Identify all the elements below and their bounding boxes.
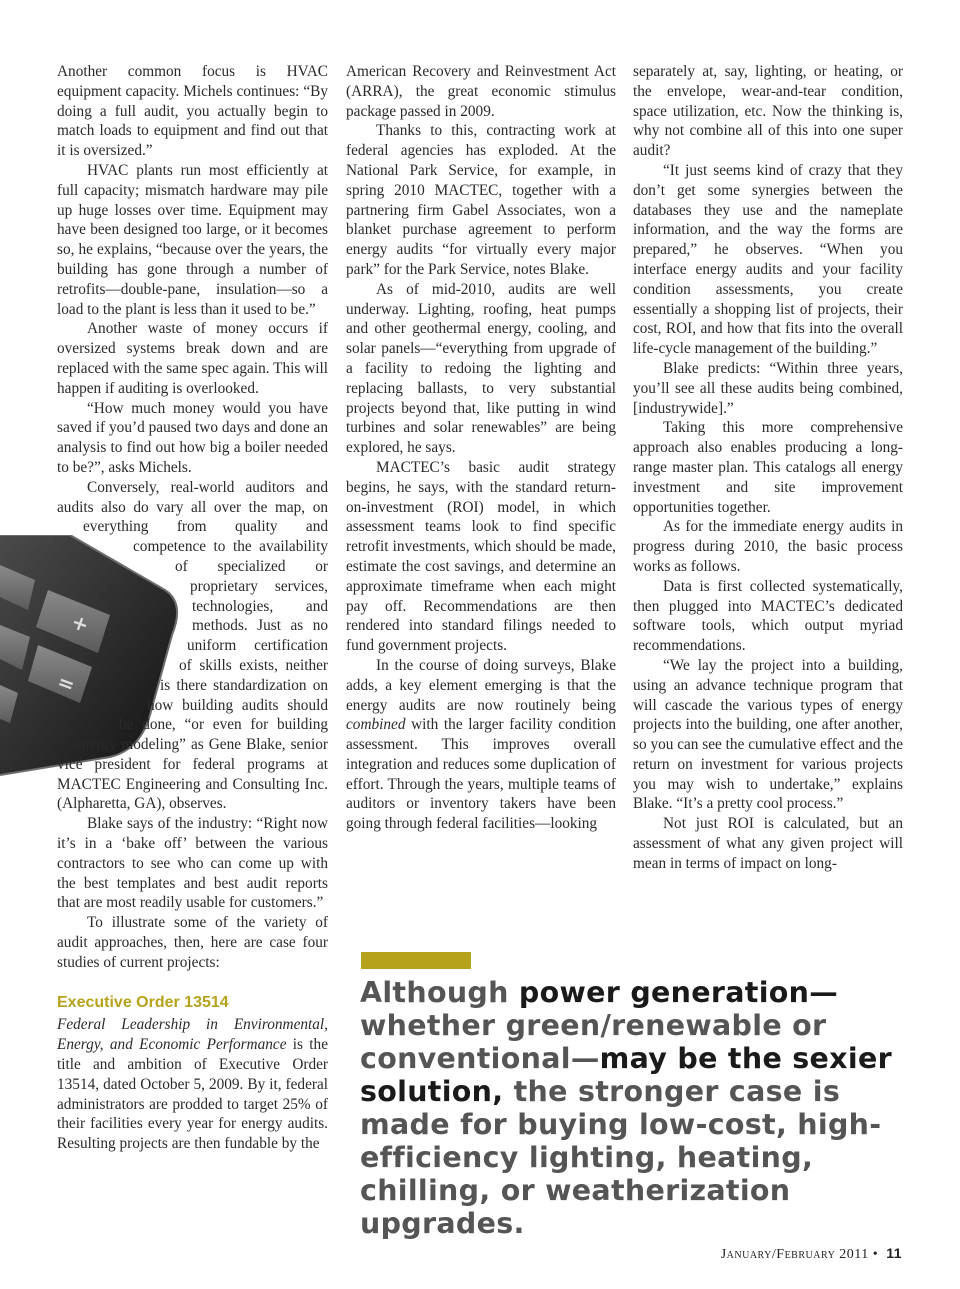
column1-paragraph-7: To illustrate some of the variety of audit approaches, then, here are case four studies of current projects: bbox=[57, 914, 328, 971]
column1-paragraph-5: Conversely, real-world auditors and audits also do vary all over the map, on everything from quality and competence to the availability of specialized or proprietary services, technologies, and methods. Just as no uniform certification of skills exists, neither is there standardization on how building audits should be done, “or even for building energy modeling” as Gene Blake, senior vice president for federal programs at MACTEC Engineering and Consulting Inc. (Alpharetta, GA), observes. bbox=[57, 478, 328, 813]
column2-paragraph-3: As of mid-2010, audits are well underway. Lighting, roofing, heat pumps and other geothermal energy, cooling, and solar panels—“everything from upgrade of a facility to redoing the lighting and replacing ballasts, to very substantial projects beyond that, like putting in wind turbines and solar renewables” are being explored, he says. bbox=[346, 280, 616, 457]
column3-paragraph-7: “We lay the project into a building, using an advance technique program that will cascade the various types of energy projects into the building, one after another, so you can see the cumulative effect and the return on investment for various projects you may wish to undertake,” explains Blake. “It’s a pretty cool process.” bbox=[633, 656, 903, 813]
emphasis-combined: combined bbox=[346, 716, 406, 734]
footer-bullet: • bbox=[872, 1247, 879, 1262]
column1-paragraph-4: “How much money would you have saved if you’d paused two days and done an analysis to find out how big a boiler needed to be?”, asks Michels. bbox=[57, 399, 328, 476]
column1-paragraph-2: HVAC plants run most efficiently at full capacity; mismatch hardware may pile up huge losses over time. Equipment may have been designed too large, or it becomes so, he explains, “because over the years, the building has gone through a number of retrofits—double-pane, insulation—so a load to the plant is less than it used to be.” bbox=[57, 161, 328, 318]
column2-paragraph-1: American Recovery and Reinvestment Act (ARRA), the great economic stimulus package passed in 2009. bbox=[346, 63, 616, 120]
page-number: 11 bbox=[886, 1245, 902, 1261]
text-wrap-region bbox=[57, 478, 328, 815]
column1-paragraph-6: Blake says of the industry: “Right now it’s in a ‘bake off’ between the various contractors to see who can come up with the best templates and best audit reports that are most readily usable for customers.” bbox=[57, 815, 328, 912]
column3-paragraph-6: Data is first collected systematically, then plugged into MACTEC’s dedicated software tools, which output myriad recommendations. bbox=[633, 577, 903, 655]
column1-paragraph-1: Another common focus is HVAC equipment capacity. Michels continues: “By doing a full audit, you actually begin to match loads to equipment and find out that it is oversized.” bbox=[57, 63, 328, 160]
column2-paragraph-4: MACTEC’s basic audit strategy begins, he says, with the standard return-on-investment (ROI) model, in which assessment teams look to find specific retrofit investments, which should be made, estimate the cost savings, and determine an approximate timeframe when each might pay off. Recommendations are then rendered into standard filings needed to fund government projects. bbox=[346, 458, 616, 655]
column3-paragraph-2: “It just seems kind of crazy that they don’t get some synergies between the databases they use and the nameplate information, and the way the forms are prepared,” he observes. “When you interface energy audits and your facility condition assessments, you create essentially a shopping list of projects, their cost, ROI, and how that fits into the overall life-cycle management of the building.” bbox=[633, 161, 903, 358]
section-heading: Executive Order 13514 bbox=[57, 993, 229, 1011]
pull-quote-accent-bar bbox=[361, 952, 471, 969]
column3-paragraph-1: separately at, say, lighting, or heating, or the envelope, wear-and-tear condition, space utilization, etc. Now the thinking is, why not combine all of this into one super audit? bbox=[633, 63, 903, 160]
svg-text:+: + bbox=[68, 609, 93, 638]
section-italic-title: Federal Leadership in Environmental, Energy, and Economic Performance bbox=[57, 1016, 328, 1054]
page-footer bbox=[721, 1245, 902, 1263]
section-paragraph bbox=[57, 1015, 328, 1154]
article-column-2 bbox=[346, 62, 616, 834]
column2-paragraph-5: In the course of doing surveys, Blake adds, a key element emerging is that the energy audits are now routinely being combined with the larger facility condition assessment. This improves overall integration and reduces some duplication of effort. Through the years, multiple teams of auditors or inventory takers have been going through federal facilities—looking bbox=[346, 656, 616, 833]
issue-date: January/February 2011 bbox=[720, 1247, 869, 1262]
article-column-1 bbox=[57, 62, 328, 1154]
column3-paragraph-4: Taking this more comprehensive approach also enables producing a long-range master plan. This catalogs all energy investment and site improvement opportunities together. bbox=[633, 419, 903, 516]
article-column-3 bbox=[633, 62, 903, 874]
column3-paragraph-3: Blake predicts: “Within three years, you’ll see all these audits being combined, [industrywide].” bbox=[633, 359, 903, 417]
column2-paragraph-2: Thanks to this, contracting work at federal agencies has exploded. At the National Park Service, for example, in spring 2010 MACTEC, together with a partnering firm Gabel Associates, won a blanket purchase agreement to perform energy audits “for virtually every major park” for the Park Service, notes Blake. bbox=[346, 122, 616, 278]
column3-paragraph-5: As for the immediate energy audits in progress during 2010, the basic process works as follows. bbox=[633, 518, 903, 575]
column1-paragraph-3: Another waste of money occurs if oversized systems break down and are replaced with the same spec again. This will happen if auditing is overlooked. bbox=[57, 320, 328, 397]
svg-text:=: = bbox=[54, 669, 79, 698]
section-text: is the title and ambition of Executive Order 13514, dated October 5, 2009. By it, federal administrators are prodded to target 25% of their facilities every year for energy audits. Resulting projects are then fundable by the bbox=[57, 1036, 328, 1153]
column3-paragraph-8: Not just ROI is calculated, but an assessment of what any given project will mean in terms of impact on long- bbox=[633, 815, 903, 872]
pull-quote: Although power generation— whether green/renewable or conventional—may be the sexier solution, the stronger case is made for buying low-cost, high-efficiency lighting, heating, chilling, or weatherization upgrades. bbox=[360, 976, 892, 1240]
